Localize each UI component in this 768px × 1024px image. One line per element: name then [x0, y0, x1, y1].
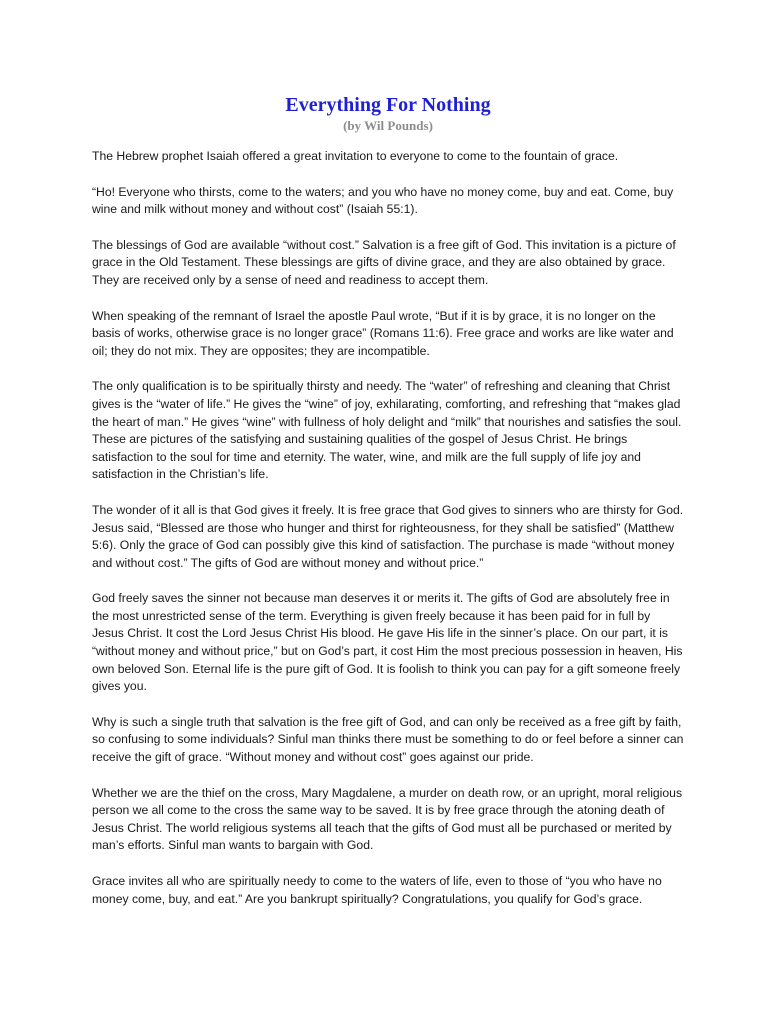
paragraph-9: Whether we are the thief on the cross, Mary Magdalene, a murder on death row, or an upright, moral religious person we all come to the cross the same way to be saved. It is by free grace through the atoning death of Jesus Christ. The world religious systems all teach that the gifts of God must all be purchased or merited by man’s efforts. Sinful man wants to bargain with God. — [92, 785, 683, 853]
paragraph-10: Grace invites all who are spiritually needy to come to the waters of life, even to those of “you who have no money come, buy, and eat.” Are you bankrupt spiritually? Congratulations, you qualify for God’s grace. — [92, 874, 662, 906]
paragraph-7: God freely saves the sinner not because man deserves it or merits it. The gifts of God are absolutely free in the most unrestricted sense of the term. Everything is given freely because it has been paid for in full by Jesus Christ. It cost the Lord Jesus Christ His blood. He gave His life in the sinner’s place. On our part, it is “without money and without price,” but on God’s part, it cost Him the most precious possession in heaven, His own beloved Son. Eternal life is the pure gift of God. It is foolish to think you can pay for a gift someone freely gives you. — [92, 591, 683, 694]
page-title: Everything For Nothing — [285, 94, 491, 116]
paragraph-2: “Ho! Everyone who thirsts, come to the waters; and you who have no money come, buy and eat. Come, buy wine and milk without money and without cost” (Isaiah 55:1). — [92, 184, 674, 217]
paragraph-6: The wonder of it all is that God gives it freely. It is free grace that God gives to sinners who are thirsty for God. Jesus said, “Blessed are those who hunger and thirst for righteousness, for they shall be satisfied” (Matthew 5:6). Only the grace of God can possibly give this kind of satisfaction. The purchase is made “without money and without cost.” The gifts of God are without money and without price.” — [92, 502, 684, 570]
paragraph-8: Why is such a single truth that salvation is the free gift of God, and can only be received as a free gift by faith, so confusing to some individuals? Sinful man thinks there must be something to do or feel before a sinner can receive the gift of grace. “Without money and without cost” goes against our pride. — [92, 714, 684, 765]
paragraph-1: The Hebrew prophet Isaiah offered a great invitation to everyone to come to the fountain of grace. — [92, 149, 619, 163]
document-page — [92, 92, 684, 926]
paragraph-3: The blessings of God are available “without cost.” Salvation is a free gift of God. This invitation is a picture of grace in the Old Testament. These blessings are gifts of divine grace, and they are also obtained by grace. They are received only by a sense of need and readiness to accept them. — [92, 237, 676, 287]
author-byline: (by Wil Pounds) — [343, 118, 433, 133]
paragraph-5: The only qualification is to be spiritually thirsty and needy. The “water” of refreshing and cleaning that Christ gives is the “water of life.” He gives the “wine” of joy, exhilarating, comforting, and refreshing that “makes glad the heart of man.” He gives “wine” with fullness of holy delight and “milk” that nourishes and satisfies the soul. These are pictures of the satisfying and sustaining qualities of the gospel of Jesus Christ. He brings satisfaction to the soul for time and eternity. The water, wine, and milk are the full supply of life joy and satisfaction in the Christian’s life. — [92, 379, 682, 482]
paragraph-4: When speaking of the remnant of Israel the apostle Paul wrote, “But if it is by grace, it is no longer on the basis of works, otherwise grace is no longer grace” (Romans 11:6). Free grace and works are like water and oil; they do not mix. They are opposites; they are incompatible. — [92, 308, 674, 358]
